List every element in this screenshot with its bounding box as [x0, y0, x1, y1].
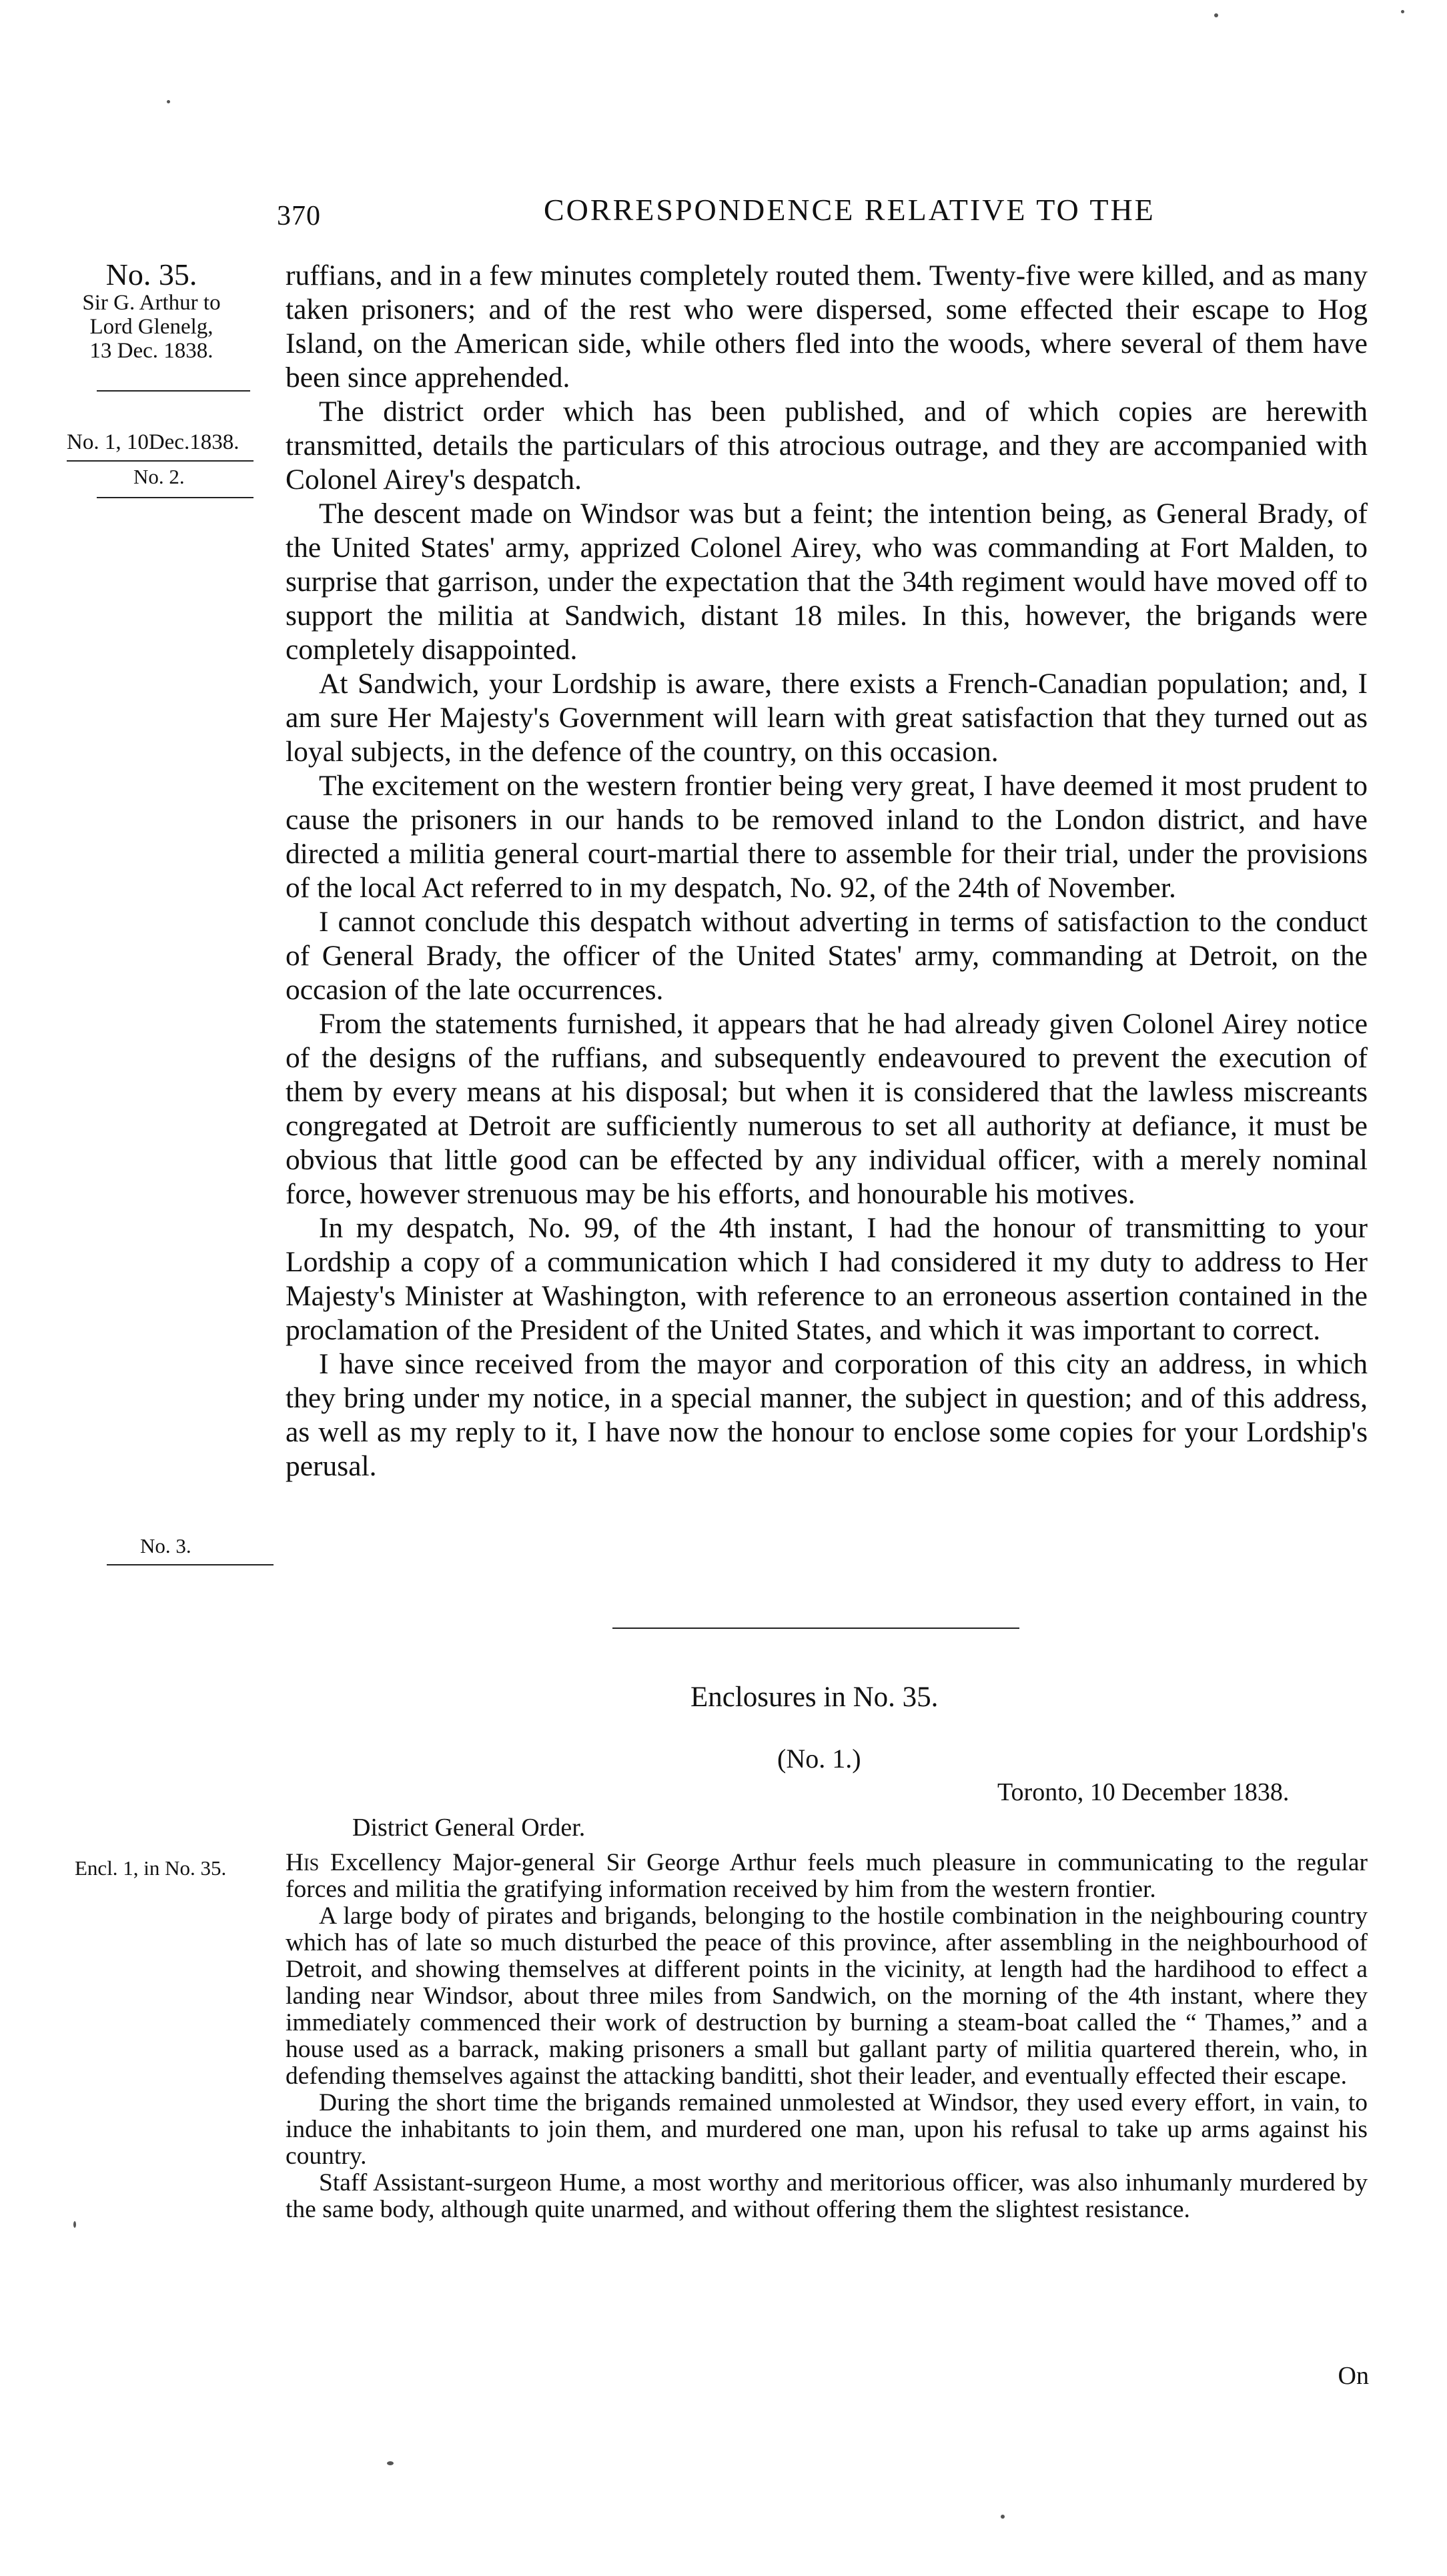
paragraph-text: Excellency Major-general Sir George Arthur feels much pleasure in communicating to the regular forces and militia the gratifying information received by him from the western frontier.	[286, 1849, 1368, 1903]
margin-enclosure-ref: Encl. 1, in No. 35.	[75, 1856, 227, 1880]
margin-sender: Sir G. Arthur to	[82, 291, 221, 315]
scan-speck	[73, 2221, 76, 2228]
paragraph: The excitement on the western frontier being very great, I have deemed it most prudent to cause the prisoners in our hands to be removed inland to the London district, and have directed a militia general court-martial there to assemble for their trial, under the provisions of the local Act referred to in my despatch, No. 92, of the 24th of November.	[286, 770, 1368, 904]
order-title: District General Order.	[352, 1814, 586, 1842]
scan-speck	[167, 100, 170, 103]
enclosures-heading: Enclosures in No. 35.	[690, 1682, 939, 1713]
margin-rule	[107, 1564, 274, 1565]
margin-ref-no2: No. 2.	[133, 465, 185, 488]
enclosure-number: (No. 1.)	[777, 1744, 861, 1774]
margin-date: 13 Dec. 1838.	[89, 339, 213, 363]
running-title: CORRESPONDENCE RELATIVE TO THE	[544, 193, 1155, 227]
scan-speck	[1401, 10, 1404, 13]
margin-despatch-number: No. 35.	[105, 257, 197, 291]
paragraph: I cannot conclude this despatch without adverting in terms of satisfaction to the conduct of General Brady, the officer of the United States' army, commanding at Detroit, on the occasion of the late occurrences.	[286, 906, 1368, 1006]
paragraph: Staff Assistant-surgeon Hume, a most worthy and meritorious officer, was also inhumanly murdered by the same body, although quite unarmed, and without offering them the slightest resistance.	[286, 2169, 1368, 2223]
page-number: 370	[277, 201, 321, 231]
paragraph: A large body of pirates and brigands, belonging to the hostile combination in the neighbouring country which has of late so much disturbed the peace of this province, after assembling in the neighbourhood of Detroit, and showing themselves at different points in the vicinity, at length had the hardihood to effect a landing near Windsor, about three miles from Sandwich, on the morning of the 4th instant, where they immediately commenced their work of destruction by burning a steam-boat called the “ Thames,” and a house used as a barrack, making prisoners a small but gallant party of militia quartered therein, who, in defending themselves against the attacking banditti, shot their leader, and eventually effected their escape.	[286, 1902, 1368, 2090]
margin-note-despatch	[48, 259, 255, 363]
enclosure-dateline: Toronto, 10 December 1838.	[997, 1778, 1290, 1806]
scan-speck	[387, 2461, 394, 2465]
paragraph: At Sandwich, your Lordship is aware, there exists a French-Canadian population; and, I am sure Her Majesty's Government will learn with great satisfaction that they turned out as loyal subjects, in the defence of the country, on this occasion.	[286, 668, 1368, 768]
paragraph	[286, 1850, 1368, 1903]
margin-rule	[67, 460, 254, 462]
scan-speck	[1214, 13, 1218, 17]
first-word: His	[286, 1849, 320, 1876]
paragraph: The descent made on Windsor was but a feint; the intention being, as General Brady, of the United States' army, apprized Colonel Airey, who was commanding at Fort Malden, to surprise that garrison, under the expectation that the 34th regiment would have moved off to support the militia at Sandwich, distant 18 miles. In this, however, the brigands were completely disappointed.	[286, 498, 1368, 666]
margin-ref-no3: No. 3.	[140, 1534, 191, 1557]
paragraph: The district order which has been published, and of which copies are herewith transmitted, details the particulars of this atrocious outrage, and they are accompanied with Colonel Airey's despatch.	[286, 396, 1368, 496]
paragraph: In my despatch, No. 99, of the 4th instant, I had the honour of transmitting to your Lordship a copy of a communication which I had considered it my duty to address to Her Majesty's Minister at Washington, with reference to an erroneous assertion contained in the proclamation of the President of the United States, and which it was important to correct.	[286, 1212, 1368, 1346]
enclosure-body	[286, 1850, 1368, 2223]
margin-rule	[97, 390, 250, 392]
catchword: On	[1338, 2362, 1369, 2390]
scan-speck	[1001, 2515, 1005, 2519]
section-divider	[612, 1628, 1019, 1629]
paragraph: During the short time the brigands remained unmolested at Windsor, they used every effort, in vain, to induce the inhabitants to join them, and murdered one man, upon his refusal to take up arms against his country.	[286, 2089, 1368, 2170]
paragraph: ruffians, and in a few minutes completely routed them. Twenty-five were killed, and as many taken prisoners; and of the rest who were dispersed, some effected their escape to Hog Island, on the American side, while others fled into the woods, where several of them have been since apprehended.	[286, 259, 1368, 394]
paragraph: From the statements furnished, it appears that he had already given Colonel Airey notice of the designs of the ruffians, and subsequently endeavoured to prevent the execution of them by every means at his disposal; but when it is considered that the lawless miscreants congregated at Detroit are sufficiently numerous to set all authority at defiance, it must be obvious that little good can be effected by any individual officer, with a merely nominal force, however strenuous may be his efforts, and honourable his motives.	[286, 1008, 1368, 1210]
paragraph: I have since received from the mayor and corporation of this city an address, in which they bring under my notice, in a special manner, the subject in question; and of this address, as well as my reply to it, I have now the honour to enclose some copies for your Lordship's perusal.	[286, 1348, 1368, 1482]
margin-ref-no1: No. 1, 10Dec.1838.	[67, 430, 239, 454]
margin-recipient: Lord Glenelg,	[89, 315, 213, 339]
despatch-body	[286, 259, 1368, 1483]
margin-rule	[97, 497, 254, 498]
